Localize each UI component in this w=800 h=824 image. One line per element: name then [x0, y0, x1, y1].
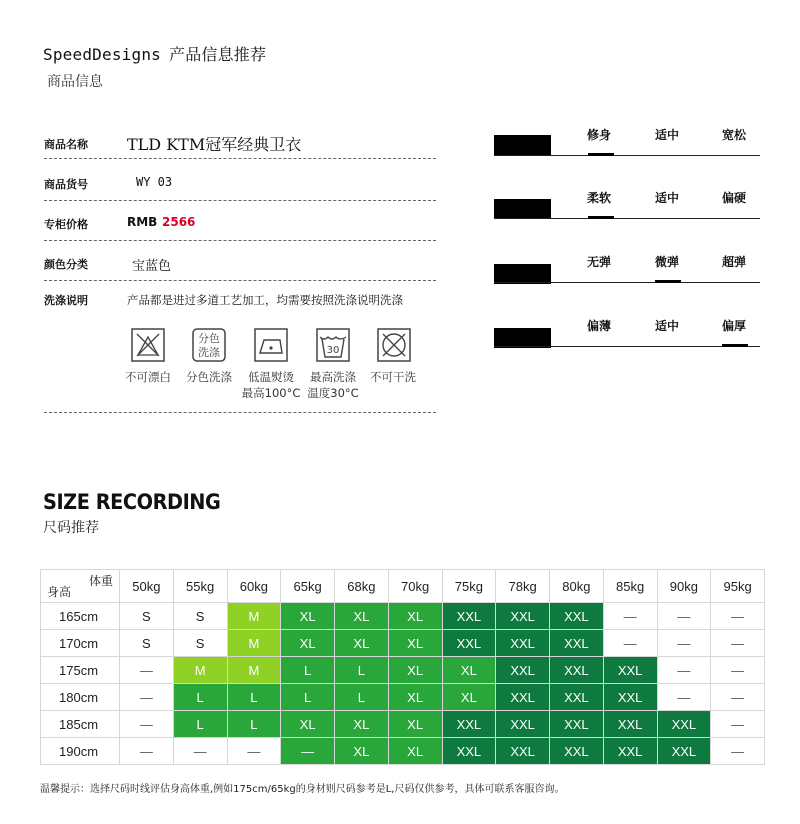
size-cell: XXL	[603, 711, 657, 738]
size-cell: —	[711, 603, 765, 630]
size-cell: —	[120, 711, 174, 738]
weight-header: 80kg	[550, 570, 604, 603]
size-cell: —	[120, 657, 174, 684]
table-row	[41, 657, 765, 684]
feel-option: 偏厚	[722, 319, 747, 333]
size-cell: XXL	[496, 657, 550, 684]
size-cell: —	[711, 684, 765, 711]
weight-header: 55kg	[173, 570, 227, 603]
size-cell: XXL	[496, 711, 550, 738]
size-cell: L	[173, 711, 227, 738]
feel-scale-softness	[494, 189, 760, 221]
size-cell: XL	[281, 603, 335, 630]
size-cell: XXL	[496, 684, 550, 711]
feel-option: 适中	[655, 319, 680, 333]
feel-selected-mark	[588, 216, 614, 219]
weight-header: 78kg	[496, 570, 550, 603]
care-label: 不可漂白	[125, 370, 171, 384]
feel-selected-mark	[722, 344, 748, 347]
size-cell: XXL	[442, 630, 496, 657]
size-cell: XXL	[496, 630, 550, 657]
size-cell: XL	[388, 711, 442, 738]
feel-option: 偏薄	[587, 319, 612, 333]
weight-header: 70kg	[388, 570, 442, 603]
divider	[44, 412, 436, 413]
size-cell: —	[120, 738, 174, 765]
weight-header: 95kg	[711, 570, 765, 603]
size-cell: —	[603, 630, 657, 657]
size-table	[40, 569, 765, 765]
size-cell: S	[120, 603, 174, 630]
size-cell: —	[657, 684, 711, 711]
code-value: WY 03	[136, 175, 173, 189]
feel-option: 超弹	[722, 255, 747, 269]
feel-option: 微弹	[655, 255, 680, 269]
feel-bar	[494, 135, 551, 155]
size-subtitle: 尺码推荐	[43, 520, 99, 536]
height-cell: 170cm	[41, 630, 120, 657]
size-cell: XXL	[550, 684, 604, 711]
size-cell: XL	[388, 738, 442, 765]
size-cell: XXL	[603, 684, 657, 711]
size-cell: XL	[388, 684, 442, 711]
feel-option: 修身	[587, 128, 612, 142]
size-cell: —	[711, 711, 765, 738]
size-cell: XL	[281, 630, 335, 657]
care-label: 分色洗涤	[186, 370, 232, 384]
code-label: 商品货号	[44, 178, 88, 191]
size-cell: —	[657, 657, 711, 684]
separate-wash-text-2: 洗涤	[198, 346, 220, 359]
care-label: 不可干洗	[370, 370, 416, 384]
care-label-line2: 最高100°C	[241, 386, 301, 400]
feel-scale-thickness	[494, 317, 760, 349]
size-cell: XL	[388, 630, 442, 657]
weight-header: 60kg	[227, 570, 281, 603]
size-cell: XXL	[550, 630, 604, 657]
size-cell: XXL	[496, 603, 550, 630]
wash-label: 洗涤说明	[44, 294, 88, 307]
wash-30-text: 30	[326, 345, 340, 356]
brand-title	[43, 42, 266, 65]
section-subtitle: 商品信息	[47, 74, 103, 90]
divider	[44, 200, 436, 201]
size-table-corner	[41, 570, 120, 603]
size-cell: XXL	[603, 738, 657, 765]
size-cell: M	[227, 657, 281, 684]
separate-wash-icon	[191, 327, 227, 363]
feel-baseline	[494, 282, 760, 283]
weight-header: 90kg	[657, 570, 711, 603]
divider	[44, 240, 436, 241]
table-row	[41, 684, 765, 711]
height-cell: 185cm	[41, 711, 120, 738]
size-cell: M	[173, 657, 227, 684]
size-cell: L	[335, 684, 389, 711]
weight-header: 50kg	[120, 570, 174, 603]
size-cell: S	[173, 630, 227, 657]
corner-weight-label: 体重	[88, 574, 113, 588]
feel-selected-mark	[588, 153, 614, 156]
size-cell: —	[120, 684, 174, 711]
height-cell: 175cm	[41, 657, 120, 684]
size-note: 温馨提示：选择尺码时线评估身高体重,例如175cm/65kg的身材则尺码参考是L,尺码仅供参考，具体可联系客服咨询。	[40, 784, 565, 795]
care-label	[301, 369, 365, 401]
weight-header: 85kg	[603, 570, 657, 603]
size-cell: S	[120, 630, 174, 657]
size-cell: XXL	[442, 711, 496, 738]
size-cell: M	[227, 630, 281, 657]
size-table-header	[41, 570, 765, 603]
size-cell: XXL	[657, 738, 711, 765]
size-cell: —	[711, 630, 765, 657]
feel-baseline	[494, 346, 760, 347]
brand-subtitle: 产品信息推荐	[169, 45, 267, 64]
table-row	[41, 630, 765, 657]
size-cell: XL	[335, 630, 389, 657]
feel-scale-fit	[494, 126, 760, 158]
name-value: TLD KTM冠军经典卫衣	[127, 135, 302, 154]
size-cell: XXL	[603, 657, 657, 684]
size-cell: —	[711, 738, 765, 765]
size-cell: L	[227, 684, 281, 711]
wash-30-icon	[315, 327, 351, 363]
size-cell: —	[603, 603, 657, 630]
size-cell: —	[281, 738, 335, 765]
table-row	[41, 738, 765, 765]
color-label: 颜色分类	[44, 258, 88, 271]
height-cell: 180cm	[41, 684, 120, 711]
color-value: 宝蓝色	[132, 259, 172, 274]
size-cell: L	[173, 684, 227, 711]
size-cell: XXL	[442, 738, 496, 765]
feel-option: 偏硬	[722, 191, 747, 205]
separate-wash-text-1: 分色	[198, 332, 220, 345]
size-cell: L	[281, 657, 335, 684]
care-label-line2: 温度30°C	[307, 386, 359, 400]
no-bleach-icon	[130, 327, 166, 363]
table-row	[41, 711, 765, 738]
corner-height-label: 身高	[47, 585, 72, 599]
feel-bar	[494, 199, 551, 219]
care-label	[239, 369, 303, 401]
size-cell: XL	[281, 711, 335, 738]
size-cell: —	[227, 738, 281, 765]
size-cell: L	[227, 711, 281, 738]
table-row	[41, 603, 765, 630]
size-cell: XL	[388, 603, 442, 630]
name-label: 商品名称	[44, 138, 88, 151]
size-cell: XXL	[496, 738, 550, 765]
size-cell: —	[657, 603, 711, 630]
size-cell: XL	[335, 603, 389, 630]
weight-header: 65kg	[281, 570, 335, 603]
size-cell: XL	[335, 711, 389, 738]
price-currency: RMB	[127, 215, 158, 229]
size-cell: L	[335, 657, 389, 684]
size-cell: XXL	[550, 711, 604, 738]
size-cell: XXL	[550, 603, 604, 630]
price-value: 2566	[162, 215, 196, 229]
size-cell: —	[657, 630, 711, 657]
brand-name: SpeedDesigns	[43, 45, 161, 64]
feel-option: 无弹	[587, 255, 612, 269]
divider	[44, 280, 436, 281]
feel-baseline	[494, 218, 760, 219]
size-cell: XL	[442, 684, 496, 711]
size-cell: M	[227, 603, 281, 630]
size-title: SIZE RECORDING	[43, 490, 221, 514]
size-cell: XL	[388, 657, 442, 684]
size-cell: XXL	[550, 738, 604, 765]
care-label-line1: 最高洗涤	[310, 370, 356, 384]
size-cell: XXL	[657, 711, 711, 738]
no-dry-clean-icon	[376, 327, 412, 363]
feel-option: 宽松	[722, 128, 747, 142]
feel-scale-elasticity	[494, 253, 760, 285]
size-cell: XL	[335, 738, 389, 765]
feel-option: 柔软	[587, 191, 612, 205]
feel-option: 适中	[655, 128, 680, 142]
size-cell: XL	[442, 657, 496, 684]
height-cell: 190cm	[41, 738, 120, 765]
low-iron-icon	[253, 327, 289, 363]
price-label: 专柜价格	[44, 218, 88, 231]
size-cell: S	[173, 603, 227, 630]
size-cell: L	[281, 684, 335, 711]
size-cell: —	[711, 657, 765, 684]
feel-selected-mark	[655, 280, 681, 283]
divider	[44, 158, 436, 159]
weight-header: 68kg	[335, 570, 389, 603]
weight-header: 75kg	[442, 570, 496, 603]
wash-value: 产品都是进过多道工艺加工，均需要按照洗涤说明洗涤	[127, 293, 403, 307]
size-table-body	[41, 603, 765, 765]
care-label-line1: 低温熨烫	[248, 370, 294, 384]
size-cell: XXL	[442, 603, 496, 630]
size-cell: —	[173, 738, 227, 765]
height-cell: 165cm	[41, 603, 120, 630]
size-cell: XXL	[550, 657, 604, 684]
feel-bar	[494, 328, 551, 348]
feel-baseline	[494, 155, 760, 156]
feel-bar	[494, 264, 551, 284]
feel-option: 适中	[655, 191, 680, 205]
